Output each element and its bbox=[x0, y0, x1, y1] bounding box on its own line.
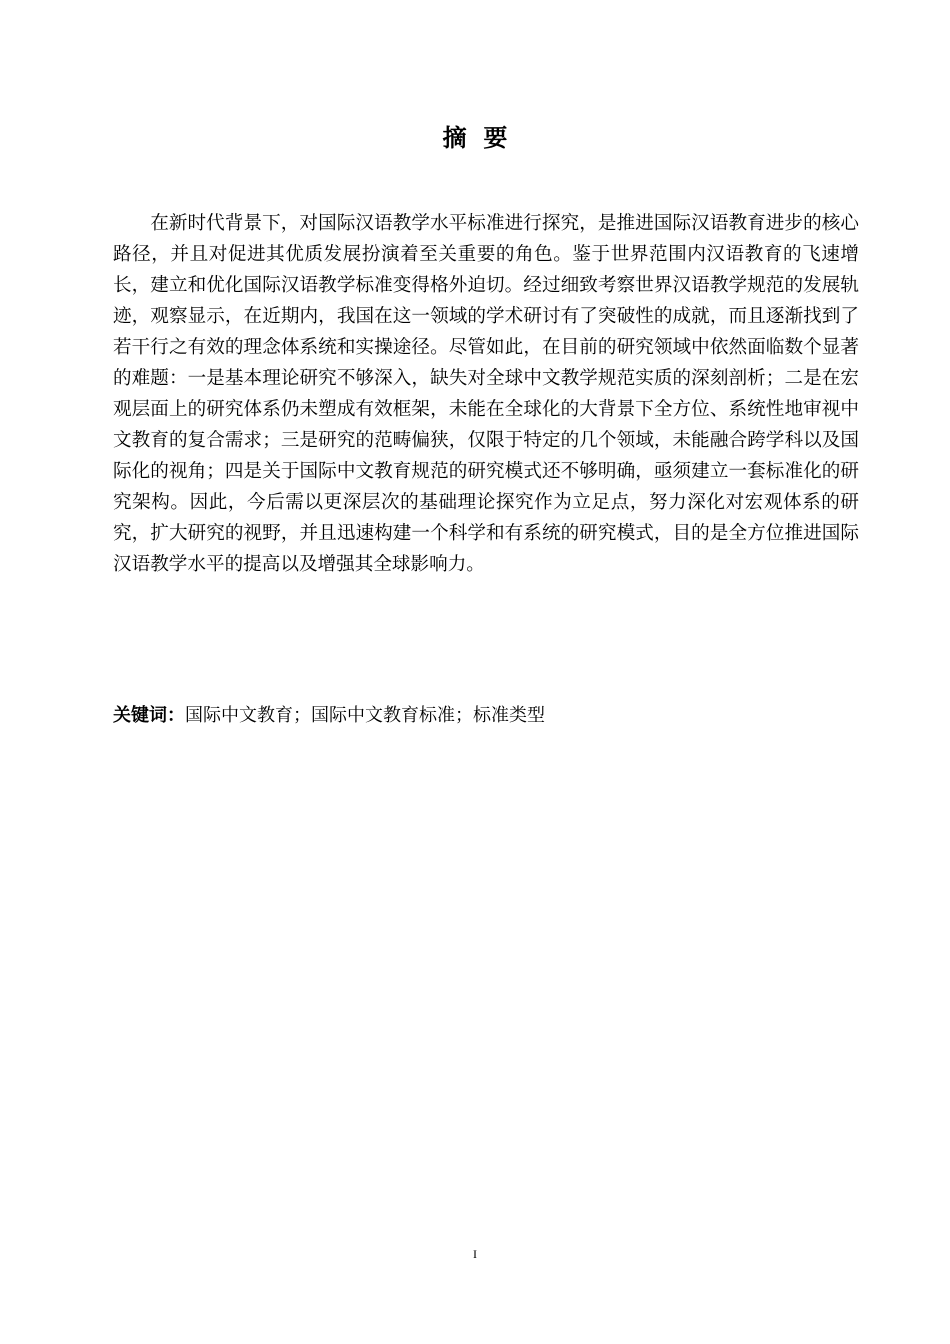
keywords-label: 关键词： bbox=[113, 705, 185, 726]
abstract-paragraph: 在新时代背景下，对国际汉语教学水平标准进行探究，是推进国际汉语教育进步的核心路径，并且对促进其优质发展扮演着至关重要的角色。鉴于世界范围内汉语教育的飞速增长，建立和优化国际汉语教学标准变得格外迫切。经过细致考察世界汉语教学规范的发展轨迹，观察显示，在近期内，我国在这一领域的学术研讨有了突破性的成就，而且逐渐找到了若干行之有效的理念体系统和实操途径。尽管如此，在目前的研究领域中依然面临数个显著的难题：一是基本理论研究不够深入，缺失对全球中文教学规范实质的深刻剖析；二是在宏观层面上的研究体系仍未塑成有效框架，未能在全球化的大背景下全方位、系统性地审视中文教育的复合需求；三是研究的范畴偏狭，仅限于特定的几个领域，未能融合跨学科以及国际化的视角；四是关于国际中文教育规范的研究模式还不够明确，亟须建立一套标准化的研究架构。因此，今后需以更深层次的基础理论探究作为立足点，努力深化对宏观体系的研究，扩大研究的视野，并且迅速构建一个科学和有系统的研究模式，目的是全方位推进国际汉语教学水平的提高以及增强其全球影响力。 bbox=[113, 213, 859, 575]
page-number: I bbox=[473, 1247, 477, 1261]
page-title: 摘 要 bbox=[442, 124, 508, 152]
keywords-value: 国际中文教育；国际中文教育标准；标准类型 bbox=[185, 705, 545, 726]
keywords-line bbox=[113, 701, 859, 731]
